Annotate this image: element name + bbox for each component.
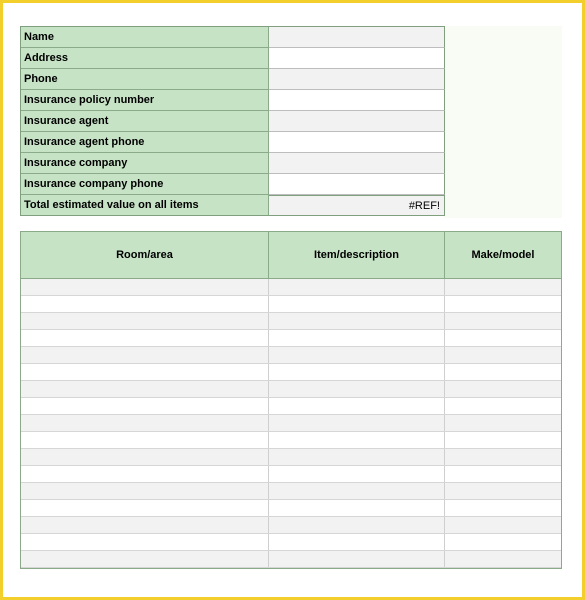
table-cell[interactable] (269, 279, 445, 295)
info-row-total (21, 195, 445, 216)
table-cell[interactable] (21, 313, 269, 329)
background-tint (444, 26, 562, 218)
table-row (21, 347, 561, 364)
table-cell[interactable] (21, 432, 269, 448)
table-cell[interactable] (445, 449, 561, 465)
table-cell[interactable] (445, 551, 561, 567)
policy-number-field[interactable] (269, 90, 445, 111)
table-cell[interactable] (21, 517, 269, 533)
table-cell[interactable] (21, 296, 269, 312)
table-cell[interactable] (445, 466, 561, 482)
table-row (21, 517, 561, 534)
table-row (21, 415, 561, 432)
info-label: Address (21, 48, 269, 69)
table-row (21, 500, 561, 517)
company-field[interactable] (269, 153, 445, 174)
table-cell[interactable] (445, 432, 561, 448)
info-row-address (21, 48, 445, 69)
table-row (21, 551, 561, 568)
table-cell[interactable] (445, 398, 561, 414)
company-phone-field[interactable] (269, 174, 445, 195)
inventory-header-row (21, 232, 561, 279)
table-cell[interactable] (21, 381, 269, 397)
table-cell[interactable] (269, 313, 445, 329)
table-cell[interactable] (445, 517, 561, 533)
table-cell[interactable] (21, 398, 269, 414)
table-cell[interactable] (21, 551, 269, 567)
table-row (21, 330, 561, 347)
table-cell[interactable] (21, 364, 269, 380)
table-cell[interactable] (445, 364, 561, 380)
table-cell[interactable] (21, 483, 269, 499)
table-cell[interactable] (21, 415, 269, 431)
table-row (21, 398, 561, 415)
table-row (21, 313, 561, 330)
info-row-company-phone (21, 174, 445, 195)
info-label: Insurance company (21, 153, 269, 174)
table-row (21, 364, 561, 381)
table-row (21, 296, 561, 313)
header-room-area: Room/area (21, 232, 269, 278)
info-label: Name (21, 27, 269, 48)
table-row (21, 381, 561, 398)
phone-field[interactable] (269, 69, 445, 90)
table-cell[interactable] (269, 432, 445, 448)
table-cell[interactable] (445, 313, 561, 329)
table-cell[interactable] (21, 279, 269, 295)
table-cell[interactable] (21, 347, 269, 363)
table-cell[interactable] (269, 415, 445, 431)
info-label: Insurance agent phone (21, 132, 269, 153)
table-row (21, 432, 561, 449)
inventory-table (20, 231, 562, 569)
table-cell[interactable] (269, 551, 445, 567)
table-cell[interactable] (269, 449, 445, 465)
table-cell[interactable] (269, 347, 445, 363)
table-cell[interactable] (269, 517, 445, 533)
table-cell[interactable] (269, 466, 445, 482)
table-cell[interactable] (21, 330, 269, 346)
name-field[interactable] (269, 27, 445, 48)
table-cell[interactable] (269, 364, 445, 380)
table-cell[interactable] (21, 500, 269, 516)
header-make-model: Make/model (471, 249, 535, 261)
info-row-policy-number (21, 90, 445, 111)
table-row (21, 466, 561, 483)
info-row-agent-phone (21, 132, 445, 153)
info-row-agent (21, 111, 445, 132)
info-label: Phone (21, 69, 269, 90)
table-row (21, 483, 561, 500)
table-cell[interactable] (269, 483, 445, 499)
owner-info-table (20, 26, 445, 216)
table-cell[interactable] (269, 381, 445, 397)
table-cell[interactable] (445, 330, 561, 346)
table-cell[interactable] (445, 347, 561, 363)
info-label: Insurance company phone (21, 174, 269, 195)
table-cell[interactable] (445, 381, 561, 397)
table-cell[interactable] (21, 449, 269, 465)
table-cell[interactable] (445, 534, 561, 550)
table-cell[interactable] (269, 330, 445, 346)
table-cell[interactable] (269, 500, 445, 516)
table-row (21, 534, 561, 551)
address-field[interactable] (269, 48, 445, 69)
table-cell[interactable] (21, 534, 269, 550)
info-label: Insurance policy number (21, 90, 269, 111)
info-row-name (21, 27, 445, 48)
table-cell[interactable] (445, 279, 561, 295)
total-label: Total estimated value on all items (21, 195, 269, 216)
table-cell[interactable] (269, 398, 445, 414)
table-cell[interactable] (445, 500, 561, 516)
table-cell[interactable] (445, 415, 561, 431)
info-row-phone (21, 69, 445, 90)
table-cell[interactable] (269, 534, 445, 550)
info-label: Insurance agent (21, 111, 269, 132)
table-row (21, 279, 561, 296)
inventory-body (21, 279, 561, 568)
table-cell[interactable] (269, 296, 445, 312)
table-row (21, 449, 561, 466)
info-row-company (21, 153, 445, 174)
agent-field[interactable] (269, 111, 445, 132)
total-value-cell[interactable]: #REF! (269, 195, 445, 216)
table-cell[interactable] (445, 483, 561, 499)
header-item-description: Item/description (269, 232, 445, 278)
table-cell[interactable] (445, 296, 561, 312)
table-cell[interactable] (21, 466, 269, 482)
agent-phone-field[interactable] (269, 132, 445, 153)
